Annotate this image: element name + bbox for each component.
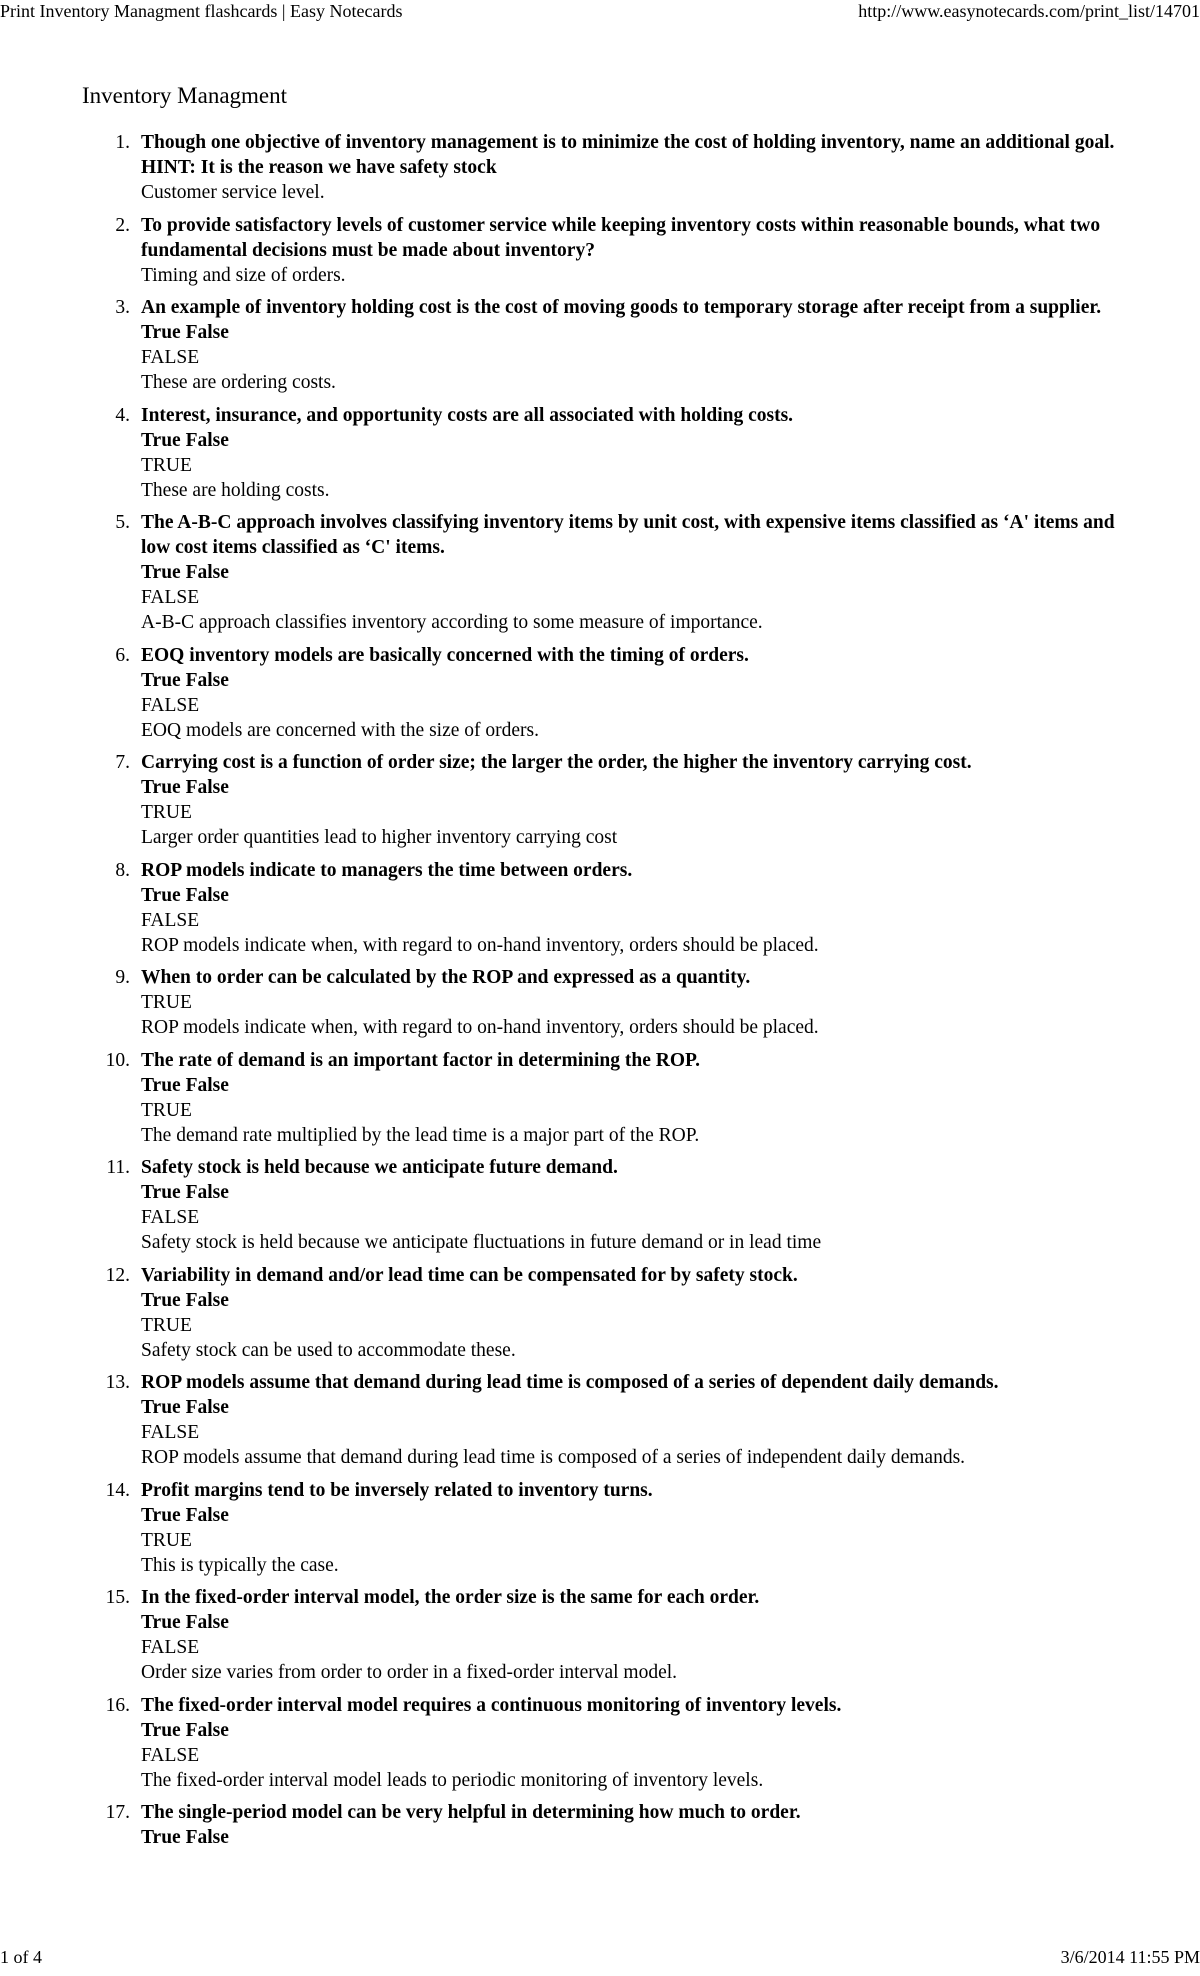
- print-header-title: Print Inventory Managment flashcards | Easy Notecards: [0, 1, 403, 21]
- flashcard-answer-line: TRUE: [141, 992, 192, 1013]
- flashcard-choices: True False: [141, 1397, 229, 1418]
- flashcard-question: The fixed-order interval model requires a continuous monitoring of inventory levels.: [141, 1694, 842, 1716]
- flashcard-item: [0, 1155, 1200, 1255]
- flashcard-answer-line: These are ordering costs.: [141, 372, 336, 393]
- flashcard-choices: True False: [141, 777, 229, 798]
- flashcard-number: 14.: [105, 1479, 130, 1501]
- flashcard-question: Profit margins tend to be inversely related to inventory turns.: [141, 1479, 653, 1501]
- print-header-url: http://www.easynotecards.com/print_list/14701: [858, 1, 1200, 21]
- flashcard-item: [0, 1585, 1200, 1685]
- flashcard-answer-line: TRUE: [141, 1099, 192, 1121]
- flashcard-answer-line: Safety stock can be used to accommodate these.: [141, 1339, 516, 1361]
- flashcard-item: [0, 1263, 1200, 1363]
- flashcard-number: 5.: [115, 512, 130, 533]
- flashcard-choices: True False: [141, 1827, 229, 1848]
- flashcard-question: Safety stock is held because we anticipate future demand.: [141, 1157, 618, 1178]
- flashcard-answer-line: This is typically the case.: [141, 1554, 339, 1576]
- flashcard-number: 7.: [115, 752, 130, 773]
- flashcard-item: [0, 750, 1200, 850]
- flashcard-question: When to order can be calculated by the ROP and expressed as a quantity.: [141, 967, 751, 988]
- flashcard-number: 10.: [105, 1049, 130, 1071]
- flashcard-answer-line: FALSE: [141, 1422, 200, 1443]
- flashcard-choices: True False: [141, 1074, 229, 1096]
- flashcard-item: [0, 510, 1200, 635]
- flashcard-number: 8.: [115, 859, 130, 881]
- flashcard-number: 4.: [115, 404, 130, 426]
- flashcard-item: [0, 1693, 1200, 1793]
- print-datetime: 3/6/2014 11:55 PM: [1060, 1947, 1200, 1967]
- flashcard-number: 16.: [105, 1694, 130, 1716]
- flashcard-item: [0, 1048, 1200, 1148]
- flashcard-question: Variability in demand and/or lead time can be compensated for by safety stock.: [141, 1264, 798, 1286]
- flashcard-answer-line: TRUE: [141, 454, 192, 476]
- document-title: Inventory Managment: [82, 83, 288, 108]
- flashcard-number: 1.: [115, 132, 130, 153]
- flashcard-answer-line: Timing and size of orders.: [141, 264, 346, 286]
- flashcard-answer-line: Customer service level.: [141, 182, 325, 203]
- flashcard-answer-line: The demand rate multiplied by the lead time is a major part of the ROP.: [141, 1124, 700, 1146]
- flashcard-answer-line: Order size varies from order to order in a fixed-order interval model.: [141, 1662, 678, 1683]
- flashcard-answer-line: FALSE: [141, 1207, 200, 1228]
- flashcard-item: [0, 1478, 1200, 1578]
- flashcard-item: [0, 858, 1200, 958]
- flashcard-question: ROP models assume that demand during lead time is composed of a series of dependent daily demands.: [141, 1372, 999, 1393]
- flashcard-answer-line: FALSE: [141, 694, 200, 716]
- flashcard-question: The A-B-C approach involves classifying inventory items by unit cost, with expensive items classified as ‘A' items and low cost items classified as ‘C' items.: [141, 512, 1115, 558]
- flashcard-choices: True False: [141, 322, 229, 343]
- page-indicator: 1 of 4: [0, 1947, 42, 1967]
- flashcard-number: 3.: [115, 297, 130, 318]
- flashcard-list: [0, 130, 1200, 1858]
- flashcard-choices: True False: [141, 884, 229, 906]
- flashcard-answer-line: TRUE: [141, 1529, 192, 1551]
- flashcard-answer-line: A-B-C approach classifies inventory according to some measure of importance.: [141, 612, 763, 633]
- flashcard-number: 12.: [105, 1264, 130, 1286]
- flashcard-answer-line: TRUE: [141, 802, 192, 823]
- flashcard-answer-line: Larger order quantities lead to higher inventory carrying cost: [141, 827, 618, 848]
- flashcard-answer-line: Safety stock is held because we anticipate fluctuations in future demand or in lead time: [141, 1232, 822, 1253]
- flashcard-item: [0, 643, 1200, 743]
- flashcard-question: The single-period model can be very helpful in determining how much to order.: [141, 1802, 801, 1823]
- flashcard-answer-line: FALSE: [141, 347, 200, 368]
- flashcard-choices: True False: [141, 1612, 229, 1633]
- flashcard-answer-line: The fixed-order interval model leads to periodic monitoring of inventory levels.: [141, 1769, 764, 1791]
- flashcard-choices: True False: [141, 669, 229, 691]
- flashcard-question: In the fixed-order interval model, the order size is the same for each order.: [141, 1587, 760, 1608]
- flashcard-answer-line: These are holding costs.: [141, 479, 330, 501]
- flashcard-item: [0, 295, 1200, 395]
- flashcard-number: 2.: [115, 214, 130, 236]
- flashcard-item: [0, 130, 1200, 205]
- flashcard-question: ROP models indicate to managers the time between orders.: [141, 859, 633, 881]
- flashcard-item: [0, 213, 1200, 288]
- flashcard-choices: True False: [141, 562, 229, 583]
- flashcard-answer-line: FALSE: [141, 1637, 200, 1658]
- flashcard-answer-line: FALSE: [141, 1744, 200, 1766]
- flashcard-number: 17.: [105, 1802, 130, 1823]
- flashcard-answer-line: FALSE: [141, 587, 200, 608]
- flashcard-choices: True False: [141, 1504, 229, 1526]
- flashcard-answer-line: ROP models assume that demand during lead time is composed of a series of independent daily demands.: [141, 1447, 966, 1468]
- flashcard-answer-line: EOQ models are concerned with the size of orders.: [141, 719, 539, 741]
- flashcard-question: To provide satisfactory levels of customer service while keeping inventory costs within reasonable bounds, what two fundamental decisions must be made about inventory?: [141, 214, 1101, 261]
- flashcard-answer-line: ROP models indicate when, with regard to on-hand inventory, orders should be placed.: [141, 1017, 819, 1038]
- flashcard-item: [0, 965, 1200, 1040]
- flashcard-question: EOQ inventory models are basically concerned with the timing of orders.: [141, 644, 749, 666]
- flashcard-choices: True False: [141, 1182, 229, 1203]
- flashcard-question: The rate of demand is an important factor in determining the ROP.: [141, 1049, 700, 1071]
- flashcard-choices: True False: [141, 429, 229, 451]
- flashcard-question: Interest, insurance, and opportunity costs are all associated with holding costs.: [141, 404, 794, 426]
- flashcard-item: [0, 1800, 1200, 1850]
- flashcard-number: 11.: [106, 1157, 130, 1178]
- flashcard-answer-line: TRUE: [141, 1314, 192, 1336]
- flashcard-item: [0, 1370, 1200, 1470]
- flashcard-choices: True False: [141, 1289, 229, 1311]
- flashcard-question: Though one objective of inventory management is to minimize the cost of holding inventory, name an additional goal. HINT: It is the reason we have safety stock: [141, 132, 1115, 178]
- flashcard-number: 13.: [105, 1372, 130, 1393]
- flashcard-choices: True False: [141, 1719, 229, 1741]
- flashcard-number: 6.: [115, 644, 130, 666]
- flashcard-number: 9.: [115, 967, 130, 988]
- flashcard-number: 15.: [105, 1587, 130, 1608]
- flashcard-question: Carrying cost is a function of order size; the larger the order, the higher the inventory carrying cost.: [141, 752, 972, 773]
- flashcard-item: [0, 403, 1200, 503]
- flashcard-answer-line: ROP models indicate when, with regard to on-hand inventory, orders should be placed.: [141, 934, 819, 956]
- flashcard-answer-line: FALSE: [141, 909, 200, 931]
- flashcard-question: An example of inventory holding cost is the cost of moving goods to temporary storage after receipt from a supplier.: [141, 297, 1102, 318]
